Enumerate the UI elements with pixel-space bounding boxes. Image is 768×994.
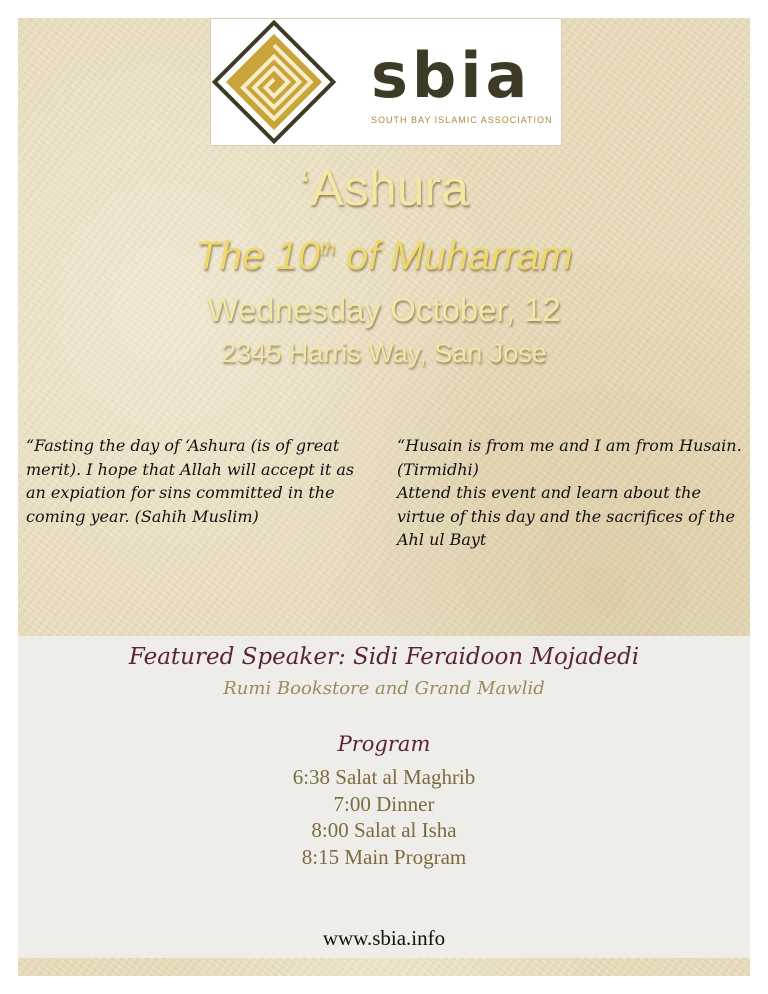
program-list [0, 764, 768, 870]
quote-left: “Fasting the day of ‘Ashura (is of great merit). I hope that Allah will accept it as an expiation for sins committed in the coming year. (Sahih Muslim) [26, 436, 355, 526]
quote-right-line-2: Attend this event and learn about the virtue of this day and the sacrifices of the Ahl ul Bayt [397, 483, 735, 549]
subtitle-sup: th [319, 238, 335, 259]
featured-speaker: Featured Speaker: Sidi Feraidoon Mojadedi [128, 644, 640, 670]
program-item: 8:00 Salat al Isha [311, 818, 457, 842]
quote-right [397, 434, 747, 552]
event-subtitle [0, 232, 768, 280]
subtitle-prefix: The 10 [195, 234, 320, 278]
logo-wordmark: sbia [371, 39, 532, 112]
program-item: 8:15 Main Program [301, 844, 467, 869]
event-title: ‘Ashura [299, 160, 469, 216]
quote-right-line-1: “Husain is from me and I am from Husain. (Tirmidhi) [397, 436, 742, 479]
sbia-logo [210, 18, 562, 146]
event-date: Wednesday October, 12 [207, 291, 561, 328]
speaker-affiliation: Rumi Bookstore and Grand Mawlid [223, 678, 545, 699]
logo-subtitle: SOUTH BAY ISLAMIC ASSOCIATION [371, 115, 553, 125]
subtitle-suffix: of Muharram [334, 234, 573, 278]
event-address: 2345 Harris Way, San Jose [221, 338, 547, 368]
program-item: 7:00 Dinner [333, 791, 435, 816]
kufic-logo-icon [211, 19, 337, 145]
program-item: 6:38 Salat al Maghrib [292, 765, 476, 789]
program-title: Program [337, 732, 431, 756]
website-link[interactable]: www.sbia.info [322, 926, 446, 950]
